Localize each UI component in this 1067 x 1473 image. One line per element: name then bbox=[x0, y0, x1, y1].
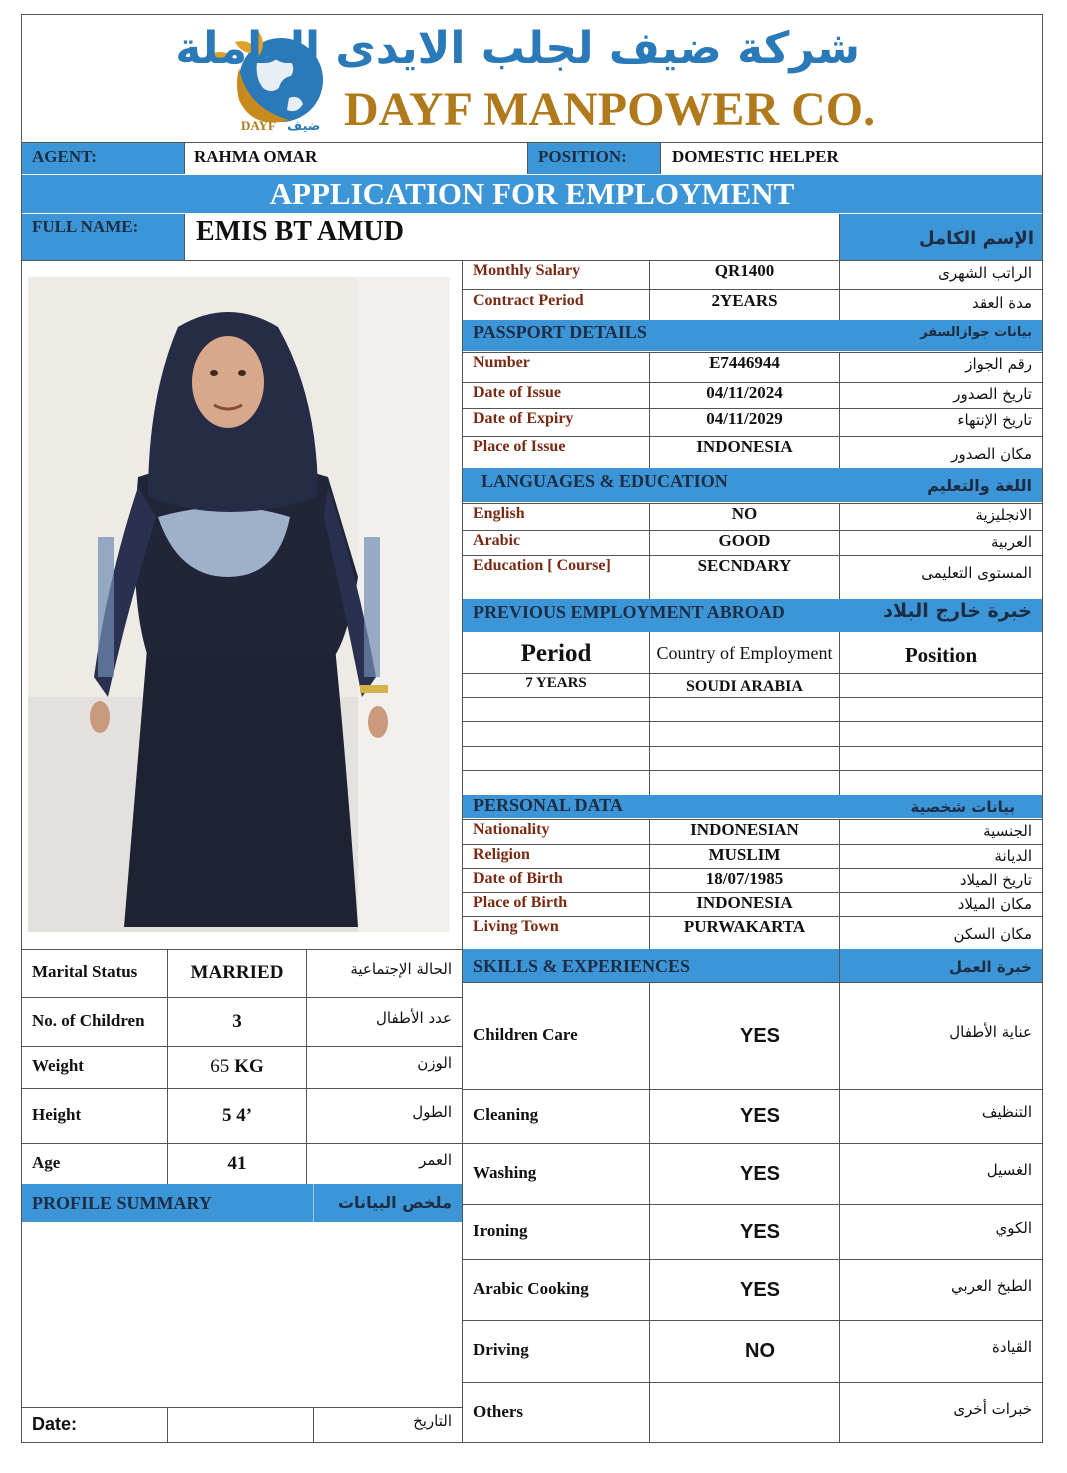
passport-row-value: INDONESIA bbox=[696, 437, 793, 456]
skill-label-ar: الكوي bbox=[995, 1219, 1032, 1237]
skill-label-ar: خبرات أخرى bbox=[953, 1400, 1032, 1418]
logo-text-ar: ضيف bbox=[287, 119, 321, 134]
row-divider bbox=[462, 1320, 1043, 1321]
personal-row-label: Date of Birth bbox=[473, 870, 563, 887]
skill-label-ar: القيادة bbox=[992, 1338, 1032, 1356]
row-divider bbox=[462, 1143, 1043, 1144]
contract-period-value: 2YEARS bbox=[711, 291, 778, 310]
personal-field-label-ar: الوزن bbox=[417, 1054, 452, 1072]
skill-value: YES bbox=[739, 1105, 781, 1127]
contract-period-label-ar: مدة العقد bbox=[972, 294, 1032, 312]
language-row-label-ar: المستوى التعليمى bbox=[921, 564, 1032, 582]
skill-label: Cleaning bbox=[473, 1105, 539, 1124]
personal-row-label: Place of Birth bbox=[473, 894, 568, 911]
column-divider bbox=[306, 949, 307, 997]
skill-label: Washing bbox=[473, 1163, 537, 1182]
col-period-header: Period bbox=[520, 640, 592, 667]
row-divider bbox=[21, 1143, 463, 1144]
language-row-value: GOOD bbox=[718, 531, 771, 550]
profile-summary-label-ar: ملخص البيانات bbox=[337, 1193, 452, 1212]
company-name-ar: شركة ضيف لجلب الايدى العاملة bbox=[175, 23, 860, 74]
passport-row-label: Date of Expiry bbox=[473, 410, 574, 427]
full-name-label: FULL NAME: bbox=[32, 217, 139, 236]
full-name-label-ar: الإسم الكامل bbox=[918, 228, 1034, 249]
languages-header-label-ar: اللغة والتعليم bbox=[927, 476, 1032, 495]
personal-row-label-ar: تاريخ الميلاد bbox=[959, 871, 1032, 889]
skill-label-ar: عناية الأطفال bbox=[949, 1023, 1032, 1041]
monthly-salary-label: Monthly Salary bbox=[473, 262, 581, 279]
skill-label-ar: الغسيل bbox=[986, 1161, 1032, 1179]
row-divider bbox=[462, 1204, 1043, 1205]
weight-number: 65 bbox=[210, 1056, 230, 1077]
logo-text-en: DAYF bbox=[241, 118, 276, 133]
personal-data-header-label-ar: بيانات شخصية bbox=[910, 798, 1015, 816]
column-divider bbox=[839, 408, 840, 436]
column-divider bbox=[649, 1382, 650, 1443]
personal-row-label-ar: مكان السكن bbox=[953, 925, 1032, 943]
company-name-en: DAYF MANPOWER CO. bbox=[344, 83, 876, 136]
prev-row-period: 7 YEARS bbox=[525, 675, 587, 691]
monthly-salary-value: QR1400 bbox=[714, 261, 775, 280]
column-divider bbox=[839, 892, 840, 916]
passport-row-value: 04/11/2029 bbox=[706, 409, 783, 428]
personal-row-value: 18/07/1985 bbox=[705, 869, 784, 888]
language-row-label-ar: الانجليزية bbox=[975, 506, 1032, 524]
passport-row-label-ar: تاريخ الصدور bbox=[953, 385, 1032, 403]
personal-field-label-ar: العمر bbox=[419, 1151, 452, 1169]
personal-field-label: No. of Children bbox=[32, 1011, 145, 1030]
personal-row-value: PURWAKARTA bbox=[683, 917, 806, 936]
skill-value: YES bbox=[739, 1025, 781, 1047]
skill-label: Driving bbox=[473, 1340, 529, 1359]
skill-label-ar: الطبخ العربي bbox=[951, 1277, 1032, 1295]
skill-value: YES bbox=[739, 1163, 781, 1185]
skill-label-ar: التنظيف bbox=[981, 1103, 1032, 1121]
previous-employment-header-label: PREVIOUS EMPLOYMENT ABROAD bbox=[473, 602, 785, 622]
passport-row-label-ar: تاريخ الإنتهاء bbox=[957, 411, 1032, 429]
skill-value: YES bbox=[739, 1279, 781, 1301]
date-label: Date: bbox=[32, 1414, 78, 1434]
personal-row-value: INDONESIAN bbox=[690, 820, 799, 839]
position-value: DOMESTIC HELPER bbox=[672, 147, 839, 166]
weight-unit: KG bbox=[234, 1056, 264, 1077]
language-row-label: Arabic bbox=[473, 532, 521, 549]
personal-data-header-label: PERSONAL DATA bbox=[473, 795, 623, 815]
personal-row-label: Nationality bbox=[473, 821, 550, 838]
skill-label: Ironing bbox=[473, 1221, 528, 1240]
language-row-label-ar: العربية bbox=[991, 533, 1032, 551]
passport-row-value: 04/11/2024 bbox=[706, 383, 783, 402]
column-divider bbox=[306, 997, 307, 1046]
column-divider bbox=[839, 868, 840, 892]
skill-label: Children Care bbox=[473, 1025, 578, 1044]
prev-row-country: SOUDI ARABIA bbox=[686, 678, 803, 695]
personal-field-label: Weight bbox=[32, 1056, 84, 1075]
language-row-label: English bbox=[473, 505, 525, 522]
column-divider bbox=[839, 530, 840, 555]
personal-field-label-ar: عدد الأطفال bbox=[376, 1009, 452, 1027]
column-divider bbox=[839, 436, 840, 468]
row-divider bbox=[462, 1382, 1043, 1383]
personal-field-label: Marital Status bbox=[32, 962, 138, 981]
language-row-value: NO bbox=[731, 504, 758, 523]
personal-field-value: 3 bbox=[232, 1011, 242, 1032]
form-title: APPLICATION FOR EMPLOYMENT bbox=[269, 176, 795, 211]
agent-label: AGENT: bbox=[32, 147, 97, 166]
row-divider bbox=[21, 997, 463, 998]
weight-value bbox=[168, 1056, 306, 1078]
skills-header-label: SKILLS & EXPERIENCES bbox=[473, 956, 691, 976]
personal-field-label: Height bbox=[32, 1105, 82, 1124]
personal-field-label-ar: الطول bbox=[412, 1103, 452, 1121]
skill-value: NO bbox=[745, 1340, 775, 1362]
personal-field-value: MARRIED bbox=[190, 962, 284, 983]
column-divider bbox=[839, 352, 840, 382]
column-divider bbox=[306, 1088, 307, 1143]
column-divider bbox=[839, 555, 840, 599]
personal-field-label: Age bbox=[32, 1153, 61, 1172]
personal-row-label: Religion bbox=[473, 846, 530, 863]
column-divider bbox=[839, 1382, 840, 1443]
date-field[interactable] bbox=[168, 1408, 313, 1442]
previous-employment-header-label-ar: خبرة خارج البلاد bbox=[883, 600, 1032, 622]
column-divider bbox=[839, 503, 840, 530]
row-divider bbox=[462, 1089, 1043, 1090]
passport-row-label-ar: مكان الصدور bbox=[951, 445, 1032, 463]
applicant-photo bbox=[28, 277, 450, 932]
monthly-salary-label-ar: الراتب الشهرى bbox=[938, 264, 1032, 282]
personal-row-label-ar: الديانة bbox=[994, 847, 1032, 865]
row-divider bbox=[21, 1046, 463, 1047]
skill-label: Others bbox=[473, 1402, 524, 1421]
agent-value: RAHMA OMAR bbox=[194, 147, 318, 166]
personal-row-value: MUSLIM bbox=[708, 845, 781, 864]
skill-label: Arabic Cooking bbox=[473, 1279, 589, 1298]
passport-header-label-ar: بيانات جوازالسفر bbox=[920, 325, 1032, 340]
profile-summary-area[interactable] bbox=[22, 1223, 462, 1407]
passport-row-value: E7446944 bbox=[709, 353, 780, 372]
position-label: POSITION: bbox=[538, 147, 627, 166]
profile-summary-label: PROFILE SUMMARY bbox=[32, 1193, 212, 1213]
col-country-header: Country of Employment bbox=[656, 643, 833, 663]
languages-header-label: LANGUAGES & EDUCATION bbox=[481, 471, 728, 491]
personal-row-label-ar: الجنسية bbox=[983, 822, 1032, 840]
passport-row-label: Place of Issue bbox=[473, 438, 566, 455]
personal-field-label-ar: الحالة الإجتماعية bbox=[350, 960, 452, 978]
row-divider bbox=[462, 982, 1043, 983]
skills-header-label-ar: خبرة العمل bbox=[948, 958, 1032, 976]
personal-row-label: Living Town bbox=[473, 918, 559, 935]
language-row-value: SECNDARY bbox=[697, 556, 792, 575]
col-position-header: Position bbox=[904, 643, 978, 667]
column-divider bbox=[839, 844, 840, 868]
personal-row-value: INDONESIA bbox=[696, 893, 793, 912]
full-name-value: EMIS BT AMUD bbox=[196, 216, 404, 247]
personal-field-value: 41 bbox=[227, 1153, 247, 1174]
personal-field-value: 5 4’ bbox=[221, 1105, 253, 1126]
passport-row-label-ar: رقم الجواز bbox=[965, 355, 1032, 373]
language-row-label: Education [ Course] bbox=[473, 557, 611, 574]
skill-value: YES bbox=[739, 1221, 781, 1243]
date-label-ar: التاريخ bbox=[413, 1412, 452, 1430]
contract-period-label: Contract Period bbox=[473, 292, 584, 309]
passport-header-label: PASSPORT DETAILS bbox=[473, 322, 647, 342]
row-divider bbox=[21, 1088, 463, 1089]
passport-row-label: Number bbox=[473, 354, 530, 371]
column-divider bbox=[306, 1046, 307, 1088]
column-divider bbox=[839, 819, 840, 844]
passport-row-label: Date of Issue bbox=[473, 384, 561, 401]
column-divider bbox=[839, 382, 840, 408]
row-divider bbox=[462, 1259, 1043, 1260]
column-divider bbox=[839, 916, 840, 949]
personal-row-label-ar: مكان الميلاد bbox=[957, 895, 1032, 913]
column-divider bbox=[306, 1143, 307, 1184]
